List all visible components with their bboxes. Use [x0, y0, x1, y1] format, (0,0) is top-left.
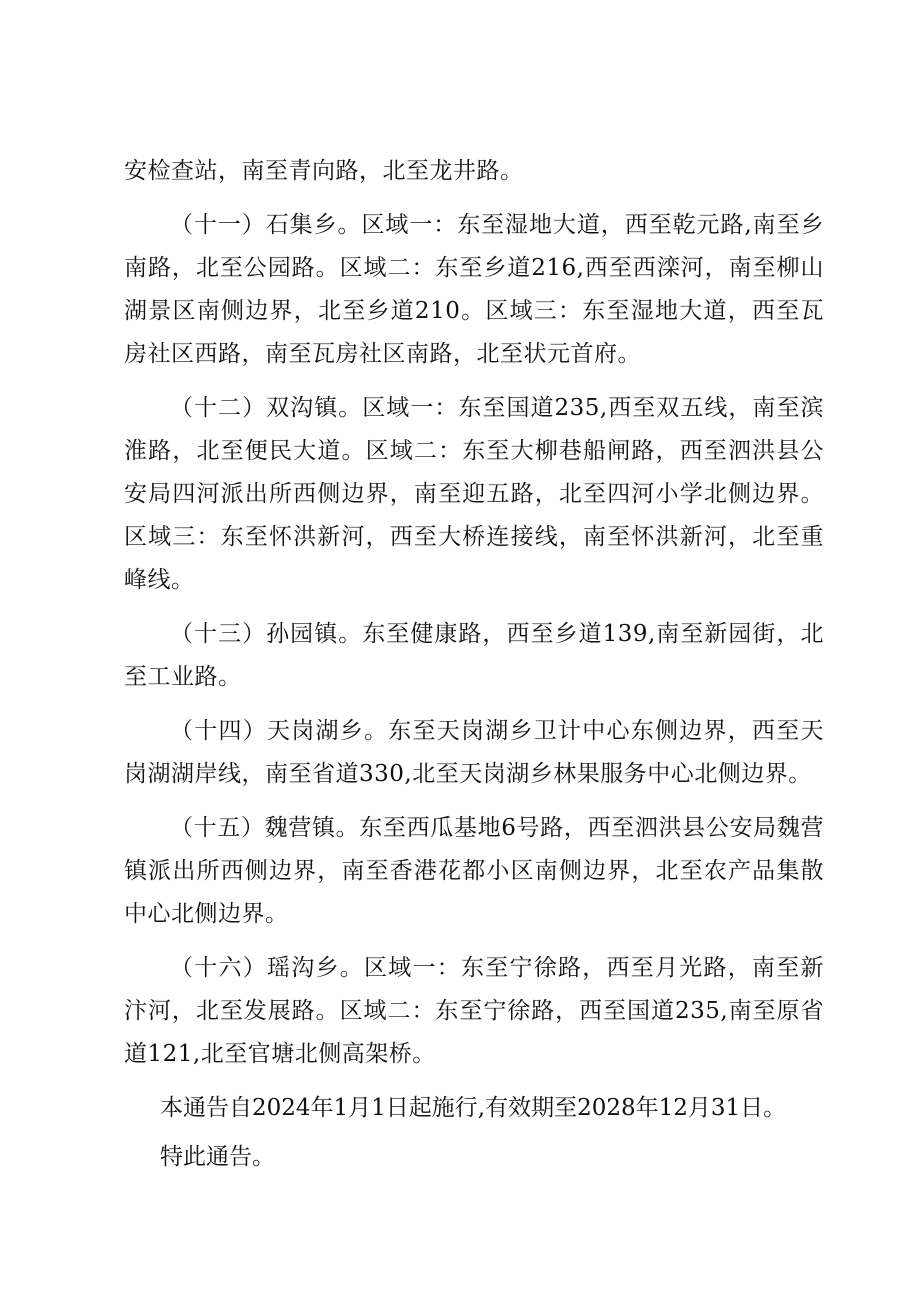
effective-date-notice: 本通告自2024年1月1日起施行,有效期至2028年12月31日。 — [160, 1095, 787, 1121]
document-body — [124, 150, 824, 1185]
closing-statement: 特此通告。 — [160, 1144, 275, 1170]
paragraph-shuanggou-town: （十二）双沟镇。区域一：东至国道235,西至双五线，南至滨淮路，北至便民大道。区域二：东至大柳巷船闸路，西至泗洪县公安局四河派出所西侧边界，南至迎五路，北至四河小学北侧边界。区域三：东至怀洪新河，西至大桥连接线，南至怀洪新河，北至重峰线。 — [124, 395, 824, 593]
paragraph-sunyuan-town: （十三）孙园镇。东至健康路，西至乡道139,南至新园街，北至工业路。 — [124, 621, 824, 690]
paragraph-tiangang-lake-township: （十四）天岗湖乡。东至天岗湖乡卫计中心东侧边界，西至天岗湖湖岸线，南至省道330,北至天岗湖乡林果服务中心北侧边界。 — [124, 718, 824, 787]
paragraph-yaogou-township: （十六）瑶沟乡。区域一：东至宁徐路，西至月光路，南至新汴河，北至发展路。区域二：东至宁徐路，西至国道235,南至原省道121,北至官塘北侧高架桥。 — [124, 955, 824, 1067]
paragraph-weiying-town: （十五）魏营镇。东至西瓜基地6号路，西至泗洪县公安局魏营镇派出所西侧边界，南至香港花都小区南侧边界，北至农产品集散中心北侧边界。 — [124, 815, 824, 927]
paragraph-continuation: 安检查站，南至青向路，北至龙井路。 — [124, 158, 524, 184]
paragraph-shiji-township: （十一）石集乡。区域一：东至湿地大道，西至乾元路,南至乡南路，北至公园路。区域二：东至乡道216,西至西滦河，南至柳山湖景区南侧边界，北至乡道210。区域三：东至湿地大道，西至瓦房社区西路，南至瓦房社区南路，北至状元首府。 — [124, 212, 824, 367]
